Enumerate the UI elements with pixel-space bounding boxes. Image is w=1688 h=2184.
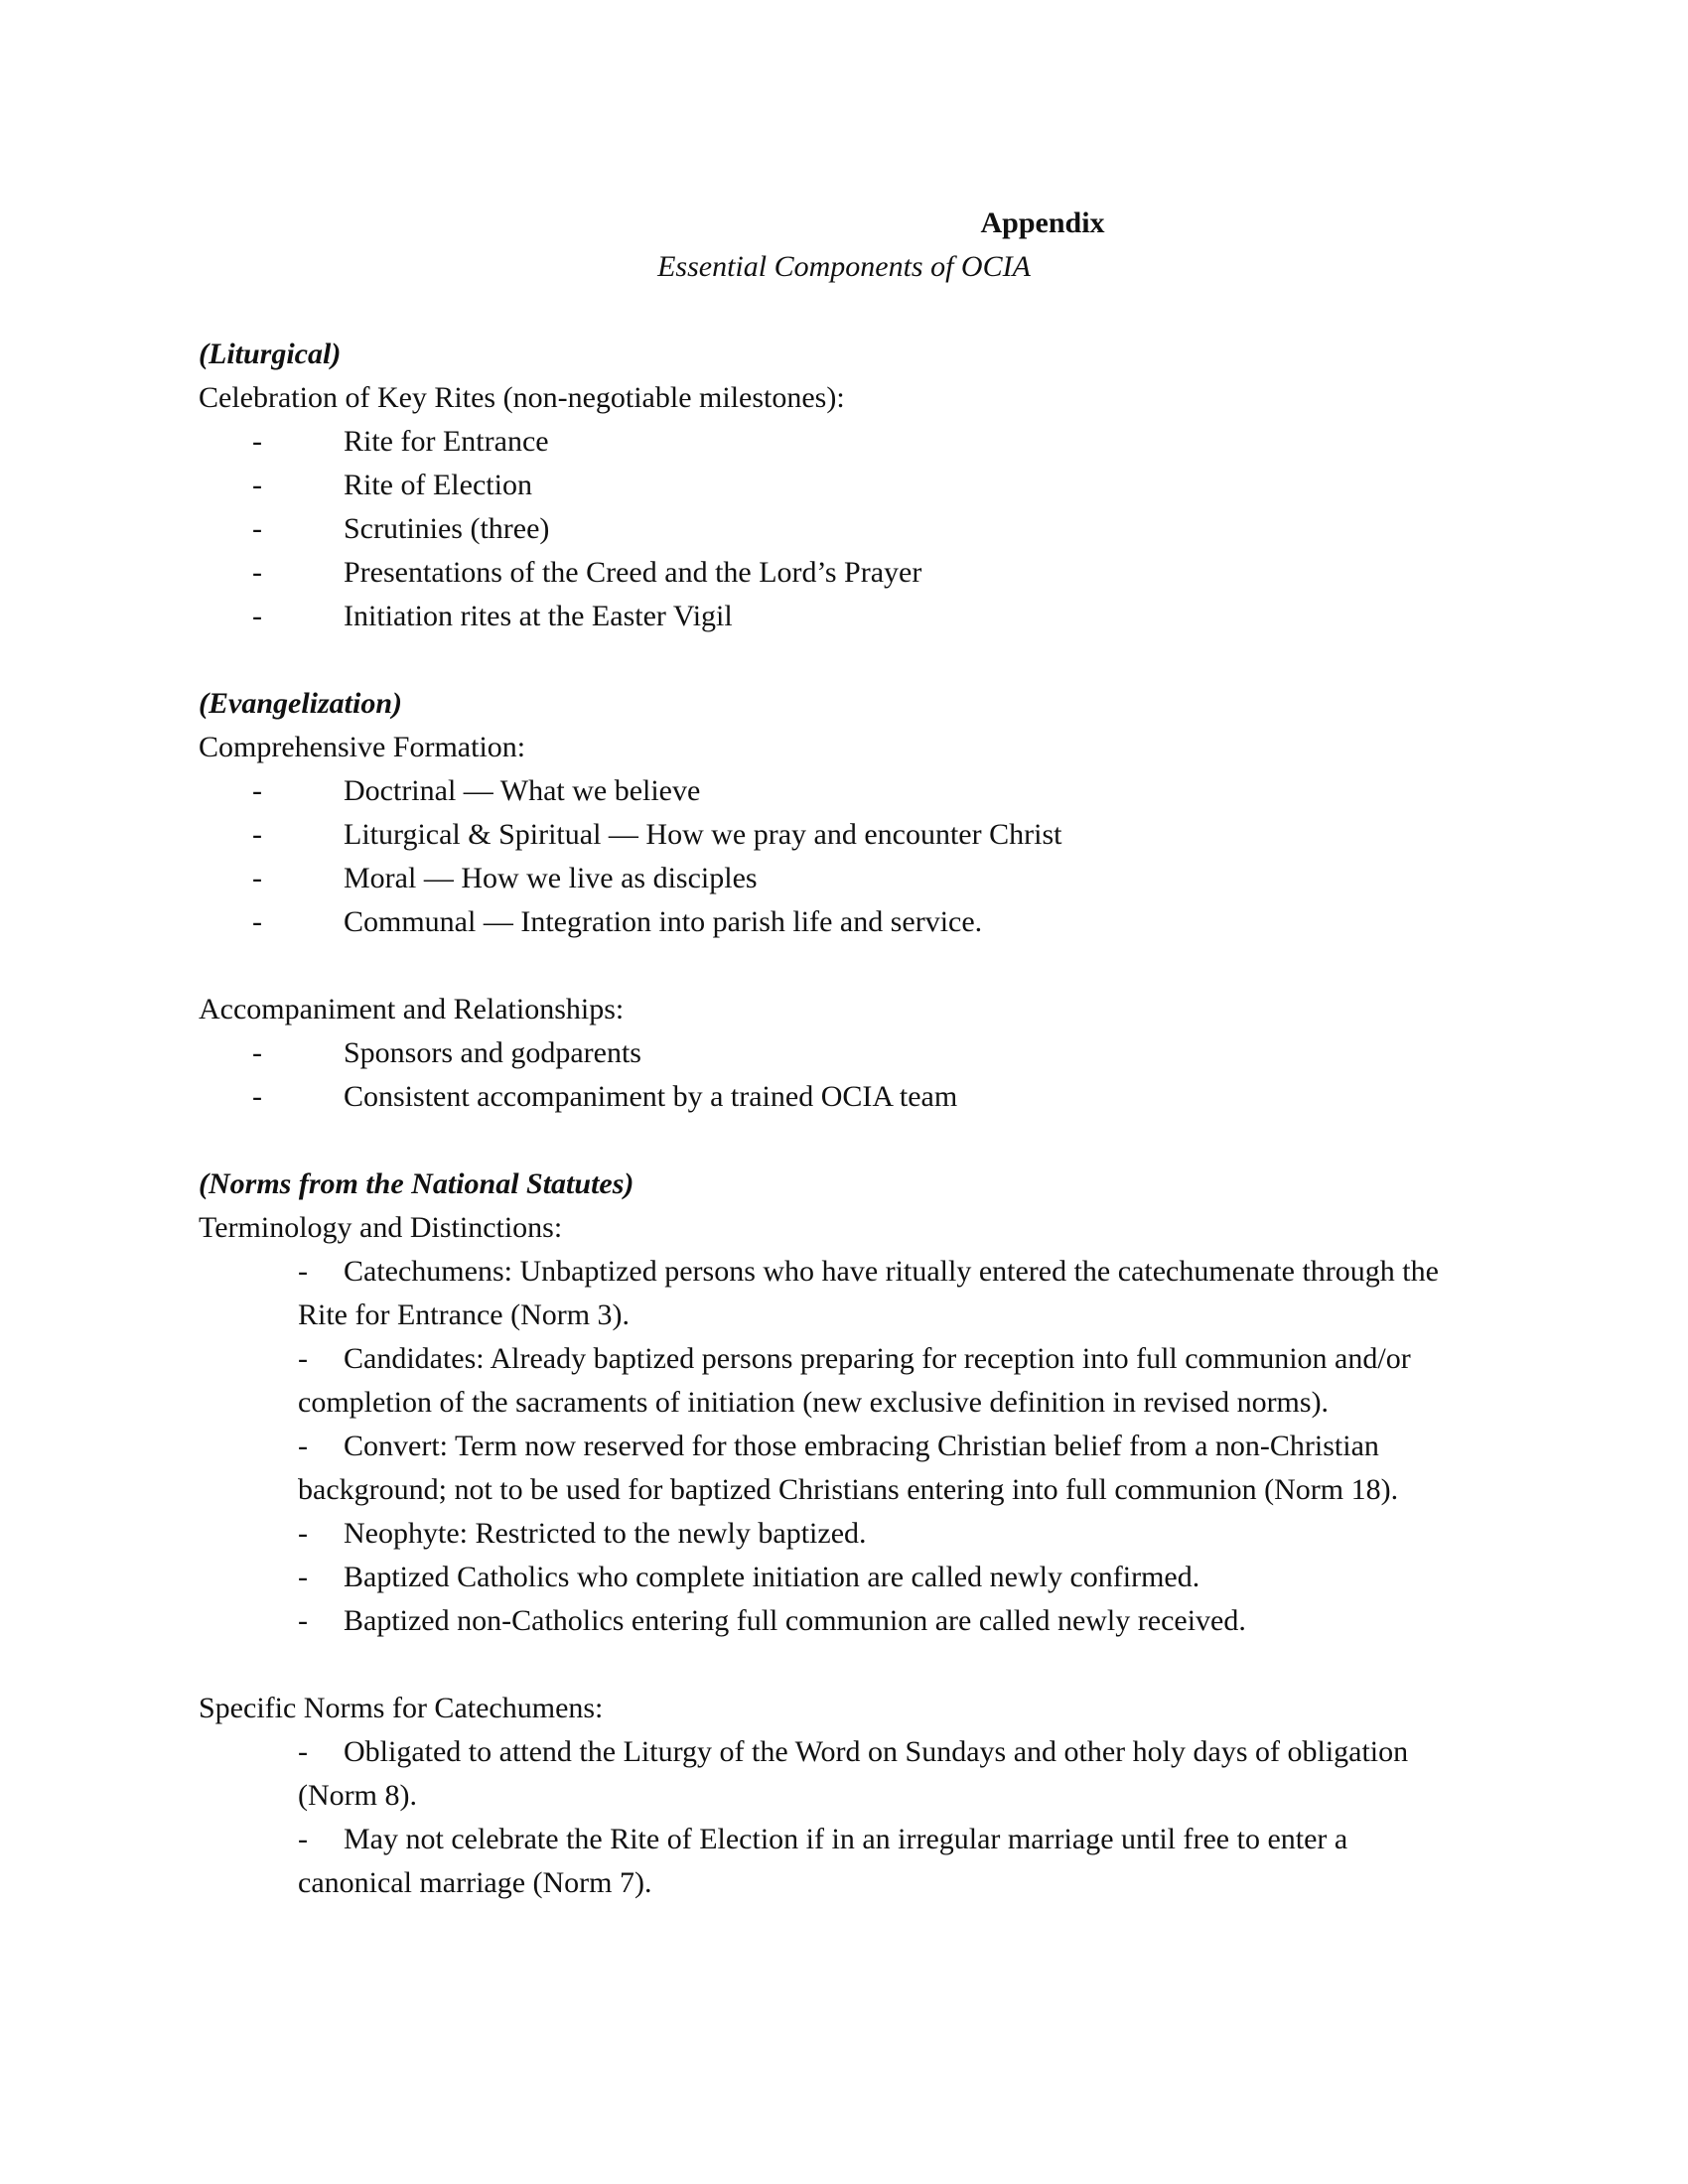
list-item: - Baptized Catholics who complete initiation are called newly confirmed. (298, 1556, 1489, 1599)
list-item: - Initiation rites at the Easter Vigil (298, 595, 1489, 638)
list-item: - Convert: Term now reserved for those embracing Christian belief from a non-Christian background; not to be used for baptized Christians entering into full communion (Norm 18). (298, 1425, 1489, 1512)
bullet-dash: - (252, 1036, 262, 1069)
document-page (199, 202, 1489, 1905)
list-item: - May not celebrate the Rite of Election if in an irregular marriage until free to enter a canonical marriage (Norm 7). (298, 1818, 1489, 1905)
terminology-label: Terminology and Distinctions: (199, 1211, 563, 1244)
list-item: - Sponsors and godparents (298, 1031, 1489, 1075)
accompaniment-label: Accompaniment and Relationships: (199, 993, 625, 1025)
spacer (199, 944, 1489, 988)
key-rites-list (199, 420, 1489, 638)
list-item: - Communal — Integration into parish life and service. (298, 900, 1489, 944)
bullet-dash: - (252, 512, 262, 545)
list-item: - Neophyte: Restricted to the newly baptized. (298, 1512, 1489, 1556)
bullet-dash: - (252, 1080, 262, 1113)
formation-label: Comprehensive Formation: (199, 731, 526, 763)
accompaniment-list (199, 1031, 1489, 1119)
bullet-dash: - (298, 1604, 308, 1637)
terminology-list (199, 1250, 1489, 1643)
list-item: - Presentations of the Creed and the Lord’s Prayer (298, 551, 1489, 595)
list-item: - Consistent accompaniment by a trained OCIA team (298, 1075, 1489, 1119)
list-item: - Catechumens: Unbaptized persons who have ritually entered the catechumenate through the Rite for Entrance (Norm 3). (298, 1250, 1489, 1337)
spacer (199, 289, 1489, 333)
catechumens-norms-list (199, 1730, 1489, 1905)
list-item: - Candidates: Already baptized persons preparing for reception into full communion and/or completion of the sacraments of initiation (new exclusive definition in revised norms). (298, 1337, 1489, 1425)
spacer (199, 638, 1489, 682)
list-item: - Rite of Election (298, 464, 1489, 507)
spacer (199, 1643, 1489, 1687)
bullet-dash: - (252, 425, 262, 458)
list-item: - Moral — How we live as disciples (298, 857, 1489, 900)
bullet-dash: - (298, 1823, 308, 1855)
list-item: - Doctrinal — What we believe (298, 769, 1489, 813)
bullet-dash: - (298, 1561, 308, 1593)
bullet-dash: - (298, 1255, 308, 1288)
bullet-dash: - (252, 469, 262, 501)
list-item: - Liturgical & Spiritual — How we pray and encounter Christ (298, 813, 1489, 857)
page-title: Appendix (980, 206, 1105, 239)
list-item: - Rite for Entrance (298, 420, 1489, 464)
spacer (199, 1119, 1489, 1162)
bullet-dash: - (252, 905, 262, 938)
section-heading-norms: (Norms from the National Statutes) (199, 1167, 634, 1200)
bullet-dash: - (252, 556, 262, 589)
bullet-dash: - (298, 1735, 308, 1768)
list-item: - Baptized non-Catholics entering full communion are called newly received. (298, 1599, 1489, 1643)
formation-list (199, 769, 1489, 944)
bullet-dash: - (298, 1430, 308, 1462)
key-rites-label: Celebration of Key Rites (non-negotiable milestones): (199, 381, 845, 414)
bullet-dash: - (252, 818, 262, 851)
bullet-dash: - (298, 1342, 308, 1375)
section-heading-liturgical: (Liturgical) (199, 338, 342, 370)
bullet-dash: - (252, 774, 262, 807)
section-heading-evangelization: (Evangelization) (199, 687, 403, 720)
page-subtitle: Essential Components of OCIA (657, 250, 1031, 283)
list-item: - Obligated to attend the Liturgy of the Word on Sundays and other holy days of obligation (Norm 8). (298, 1730, 1489, 1818)
catechumens-norms-label: Specific Norms for Catechumens: (199, 1692, 604, 1724)
list-item: - Scrutinies (three) (298, 507, 1489, 551)
bullet-dash: - (298, 1517, 308, 1550)
bullet-dash: - (252, 862, 262, 894)
bullet-dash: - (252, 600, 262, 632)
